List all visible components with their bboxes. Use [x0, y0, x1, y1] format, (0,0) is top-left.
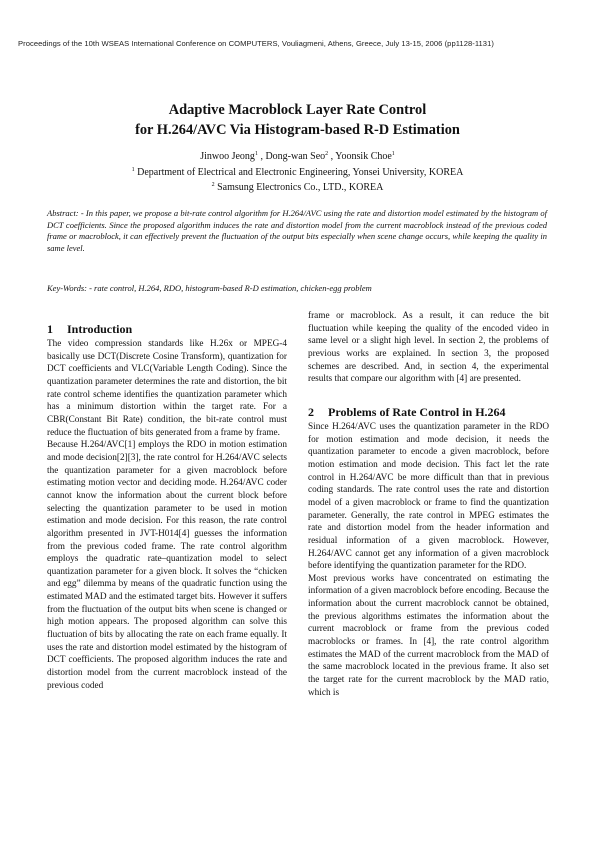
paper-title-line-1: Adaptive Macroblock Layer Rate Control — [168, 102, 427, 118]
affiliation-text: Samsung Electronics Co., LTD., KOREA — [217, 182, 384, 193]
keywords: Key-Words: - rate control, H.264, RDO, histogram-based R-D estimation, chicken-egg problem — [47, 283, 372, 293]
section-heading — [308, 405, 549, 419]
body-paragraph: frame or macroblock. As a result, it can reduce the bit fluctuation while keeping the quality of the encoded video in same level or a slight high level. In section 2, the problems of previous works are explained. In section 3, the proposed schemes are described. And, in section 4, the experimental results that compare our algorithm with [4] are presented. — [308, 311, 549, 385]
body-paragraph: Most previous works have concentrated on estimating the information of a given macroblock before encoding. Because the information about the current macroblock cannot be obtained, the previous algorithms estimates the information about the current macroblock or frame from the previous coded macroblocks or frames. In [4], the rate control algorithm estimates the MAD of the current macroblock from the MAD of the same macroblock located in the previous frame. It also set the target rate for the current macroblock by the MAD ratio, which is — [308, 573, 549, 698]
author-name: Dong-wan Seo — [265, 151, 326, 162]
author-separator: , — [257, 151, 266, 162]
section-number: 2 — [308, 404, 314, 419]
author-separator: , — [328, 151, 336, 162]
body-paragraph: Because H.264/AVC[1] employs the RDO in motion estimation and mode decision[2][3], the rate control for H.264/AVC selects the quantization parameter for a given macroblock before estimating motion vector and deciding mode. H.264/AVC coder cannot know the information about the current block before selecting the quantization parameter to be used in motion estimation and mode decision. For this reason, the rate control algorithm presented in JVT-H014[4] guesses the information from the previous coded frame. The rate control algorithm employs the quadratic rate–quantization model to select quantization parameter for a given block. It solves the “chicken and egg” dilemma by means of the quadratic function using the estimated MAD and the estimated target bits. However it suffers from the fluctuation of the output bits when scene is changed or high motion appears. The proposed algorithm can solve this fluctuation of bits by allocating the rate on each frame equally. It uses the rate and distortion model estimated by the histogram of DCT coefficients. The proposed algorithm induces the rate and distortion model from the current macroblock instead of the previous coded — [47, 440, 287, 691]
affiliation — [0, 166, 595, 179]
affiliation — [0, 181, 595, 194]
section-title: Introduction — [67, 322, 133, 336]
right-column — [308, 310, 549, 699]
affiliation-text: Department of Electrical and Electronic Engineering, Yonsei University, KOREA — [137, 167, 464, 178]
left-column — [47, 322, 287, 692]
proceedings-header: Proceedings of the 10th WSEAS International Conference on COMPUTERS, Vouliagmeni, Athens, Greece, July 13-15, 2006 (pp1128-1131) — [18, 39, 494, 48]
paper-title-line-2: for H.264/AVC Via Histogram-based R-D Estimation — [135, 122, 460, 138]
paper-title — [0, 100, 595, 140]
author-affiliation-mark: 1 — [254, 151, 258, 157]
author-name: Yoonsik Choe — [335, 151, 392, 162]
body-paragraph: The video compression standards like H.26x or MPEG-4 basically use DCT(Discrete Cosine Transform), quantization for DCT coefficients and VLC(Variable Length Coding). Since the quantization parameter determines the rate and distortion, the bit rate control scheme identifies the quantization parameter which has a minimum distortion within the target rate. For a CBR(Constant Bit Rate) condition, the bit-rate control must reduce the fluctuation of bits generated from a frame by frame. — [47, 339, 287, 438]
affiliation-mark: 2 — [211, 182, 215, 188]
abstract: Abstract: - In this paper, we propose a bit-rate control algorithm for H.264/AVC using the rate and distortion model estimated by the histogram of DCT coefficients. Since the proposed algorithm induces the rate and distortion model from the current macroblock instead of the previous coded frame or macroblock, it can effectively prevent the fluctuation of the output bits especially when scene change occurs, while keeping the quality in same level. — [47, 208, 547, 253]
affiliation-mark: 1 — [131, 167, 135, 173]
section-heading — [47, 322, 287, 336]
author-name: Jinwoo Jeong — [200, 151, 255, 162]
section-title: Problems of Rate Control in H.264 — [328, 404, 506, 419]
author-list — [0, 150, 595, 163]
section-number: 1 — [47, 322, 53, 336]
author-affiliation-mark: 1 — [391, 151, 395, 157]
body-paragraph: Since H.264/AVC uses the quantization parameter in the RDO for motion estimation and mode decision, it needs the quantization parameter to encode a given macroblock, before motion estimation and mode decision. This fact let the rate control in H.264/AVC be more difficult than that in previous coding standards. The rate control uses the rate and distortion model of a given macroblock or frame to find the quantization parameter. Generally, the rate control in MPEG estimates the rate and distortion model from the header information and residual information of a given macroblock. However, H.264/AVC cannot get any information of a given macroblock before identifying the quantization parameter for the RDO. — [308, 421, 549, 572]
author-affiliation-mark: 2 — [325, 151, 329, 157]
